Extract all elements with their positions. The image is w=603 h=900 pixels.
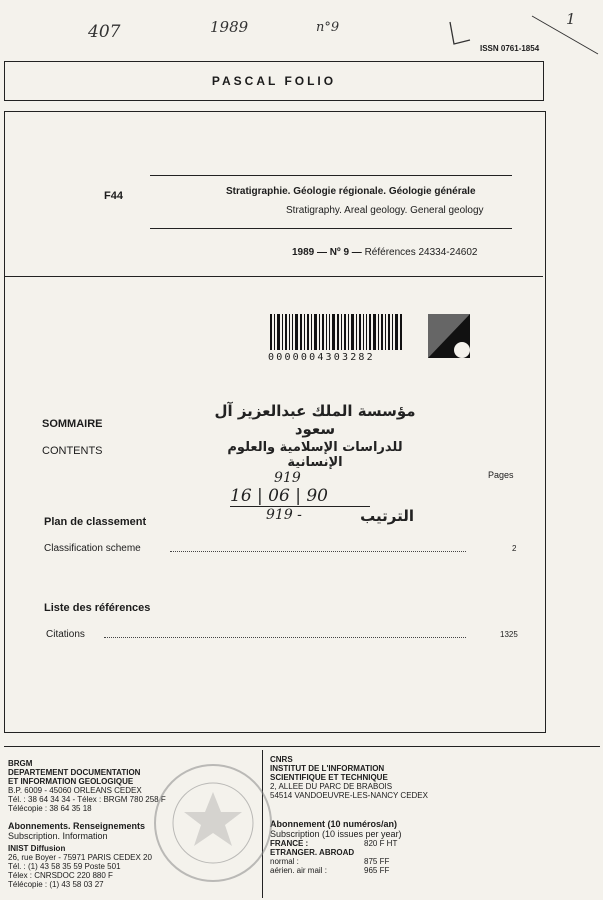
brgm-dept-1: DEPARTEMENT DOCUMENTATION xyxy=(8,768,141,777)
cnrs-address-1: 2, ALLEE DU PARC DE BRABOIS xyxy=(270,782,393,791)
issue-number: 1989 — Nº 9 — xyxy=(292,247,362,258)
divider-section xyxy=(5,276,543,277)
inist-diffusion: INIST Diffusion xyxy=(8,844,66,853)
stamp-handwritten-2: 919 - xyxy=(266,507,302,523)
divider-top xyxy=(150,175,512,176)
handwritten-number-1: 407 xyxy=(88,22,121,42)
library-seal xyxy=(150,760,276,886)
brgm-dept-2: ET INFORMATION GEOLOGIQUE xyxy=(8,777,134,786)
issn: ISSN 0761-1854 xyxy=(480,44,540,53)
pages-heading: Pages xyxy=(488,470,514,480)
brgm-telephone: Tél. : 38 64 34 34 - Télex : BRGM 780 258 F xyxy=(8,795,166,804)
divider-middle xyxy=(150,228,512,229)
cnrs-address-2: 54514 VANDOEUVRE-LES-NANCY CEDEX xyxy=(270,791,428,800)
toc-entry-1-page: 2 xyxy=(512,544,517,553)
publication-title: PASCAL FOLIO xyxy=(211,74,337,88)
sommaire-heading: SOMMAIRE xyxy=(42,418,103,430)
cnrs-institute-1: INSTITUT DE L'INFORMATION xyxy=(270,764,385,773)
toc-entry-2-page: 1325 xyxy=(500,630,518,639)
library-stamp xyxy=(210,402,420,525)
inist-telephone: Tél. : (1) 43 58 35 59 Poste 501 xyxy=(8,862,121,871)
cnrs-org: CNRS xyxy=(270,755,293,764)
barcode-number: 0000004303282 xyxy=(268,352,375,363)
stamp-handwritten-date: 16 | 06 | 90 xyxy=(230,486,370,507)
toc-entry-2-title-en[interactable]: Citations xyxy=(46,629,85,640)
price-normal: 875 FF xyxy=(364,857,390,866)
handwritten-issue: n°9 xyxy=(316,20,340,35)
toc-entry-1-title-fr: Plan de classement xyxy=(44,516,147,528)
price-france-label: FRANCE : xyxy=(270,839,309,848)
contents-heading: CONTENTS xyxy=(42,445,103,457)
annual-subscription-fr: Abonnement (10 numéros/an) xyxy=(270,819,398,829)
footer-right xyxy=(270,755,570,875)
toc-entry-1-leader xyxy=(170,551,466,552)
section-title-en: Stratigraphy. Areal geology. General geology xyxy=(286,205,484,216)
stamp-handwritten-1: 919 xyxy=(274,470,301,486)
publisher-logo xyxy=(428,314,474,362)
price-france: 820 F HT xyxy=(364,839,398,848)
price-normal-label: normal : xyxy=(270,857,299,866)
brgm-fax: Télécopie : 38 64 35 18 xyxy=(8,804,92,813)
issue-line xyxy=(292,247,477,258)
section-title-fr: Stratigraphie. Géologie régionale. Géologie générale xyxy=(226,186,476,197)
inist-telex: Télex : CNRSDOC 220 880 F xyxy=(8,871,113,880)
brgm-org: BRGM xyxy=(8,759,33,768)
toc-entry-1-title-en[interactable]: Classification scheme xyxy=(44,543,141,554)
cnrs-institute-2: SCIENTIFIQUE ET TECHNIQUE xyxy=(270,773,388,782)
price-airmail: 965 FF xyxy=(364,866,390,875)
stamp-line-2: للدراسات الإسلامية والعلوم الإنسانية xyxy=(227,440,403,470)
price-abroad-heading: ETRANGER. ABROAD xyxy=(270,848,355,857)
stamp-line-1: مؤسسة الملك عبدالعزيز آل سعود xyxy=(214,402,416,438)
subscription-heading-fr: Abonnements. Renseignements xyxy=(8,821,146,831)
header-box xyxy=(4,61,544,101)
toc-entry-2-title-fr: Liste des références xyxy=(44,602,151,614)
corner-handwritten-mark xyxy=(440,14,600,64)
brgm-address: B.P. 6009 - 45060 ORLEANS CEDEX xyxy=(8,786,142,795)
reference-range: Références 24334-24602 xyxy=(364,247,478,258)
subscription-heading-en: Subscription. Information xyxy=(8,831,108,841)
barcode-bars xyxy=(270,314,404,350)
toc-entry-2-leader xyxy=(104,637,466,638)
inist-fax: Télécopie : (1) 43 58 03 27 xyxy=(8,880,104,889)
annual-subscription-en: Subscription (10 issues per year) xyxy=(270,829,402,839)
section-code: F44 xyxy=(104,190,123,202)
inist-address: 26, rue Boyer - 75971 PARIS CEDEX 20 xyxy=(8,853,152,862)
handwritten-corner-number: 1 xyxy=(566,10,576,28)
price-airmail-label: aérien. air mail : xyxy=(270,866,327,875)
footer-divider xyxy=(4,746,600,747)
handwritten-year: 1989 xyxy=(210,18,249,36)
stamp-label: الترتيب xyxy=(360,507,414,525)
